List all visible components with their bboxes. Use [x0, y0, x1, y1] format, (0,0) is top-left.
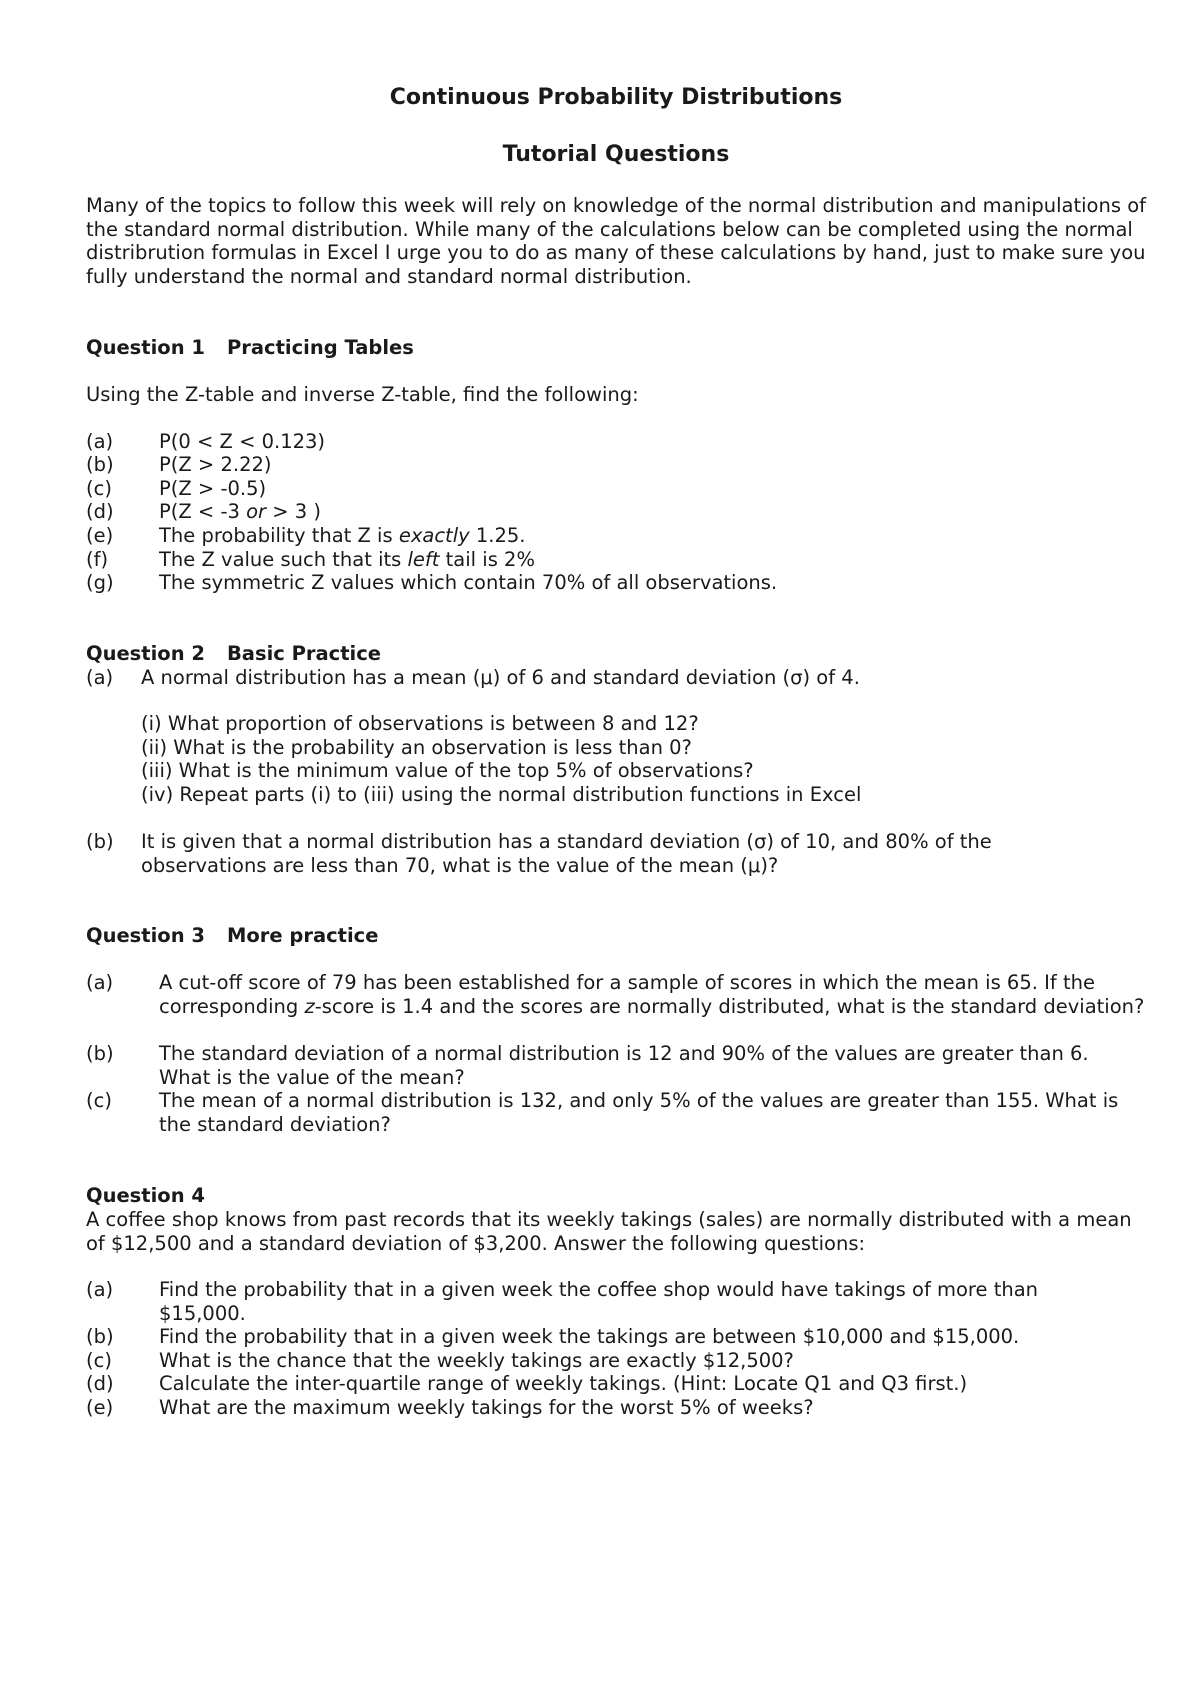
item-text: Find the probability that in a given week the coffee shop would have takings of more than $15,000.	[159, 1278, 1039, 1325]
q2-sub-iv: (iv) Repeat parts (i) to (iii) using the normal distribution functions in Excel	[141, 783, 862, 806]
question-4-heading	[86, 1184, 205, 1208]
item-label: (a)	[86, 971, 114, 994]
document-title: Continuous Probability Distributions	[389, 85, 843, 110]
item-text: What is the chance that the weekly takings are exactly $12,500?	[159, 1349, 794, 1372]
item-text: P(Z > 2.22)	[159, 453, 272, 476]
item-label: (b)	[86, 453, 114, 476]
item-text: It is given that a normal distribution has a standard deviation (σ) of 10, and 80% of the observations are less than 70, what is the value of the mean (μ)?	[141, 830, 992, 877]
item-text: The probability that Z is exactly 1.25.	[159, 524, 526, 547]
item-label: (b)	[86, 1325, 114, 1348]
item-text: A cut-off score of 79 has been established for a sample of scores in which the mean is 65. If the corresponding z-score is 1.4 and the scores are normally distributed, what is the standard deviation?	[159, 971, 1145, 1018]
item-text: P(Z < -3 or > 3 )	[159, 500, 322, 523]
item-label: (c)	[86, 1089, 112, 1112]
item-label: (a)	[86, 1278, 114, 1301]
question-1-number: Question 1	[86, 336, 205, 359]
item-label: (c)	[86, 1349, 112, 1372]
document-subtitle: Tutorial Questions	[502, 142, 730, 167]
item-text: P(Z > -0.5)	[159, 477, 267, 500]
item-text: A normal distribution has a mean (μ) of 6 and standard deviation (σ) of 4.	[141, 666, 860, 689]
item-label: (f)	[86, 548, 109, 571]
question-2-number: Question 2	[86, 642, 205, 665]
emphasis: left	[407, 548, 440, 571]
intro-paragraph: Many of the topics to follow this week will rely on knowledge of the normal distribution and manipulations of the standard normal distribution. While many of the calculations below can be completed using the normal distribrution formulas in Excel I urge you to do as many of these calculations by hand, just to make sure you fully understand the normal and standard normal distribution.	[86, 194, 1146, 288]
item-label: (d)	[86, 500, 114, 523]
item-label: (e)	[86, 524, 114, 547]
emphasis: or	[246, 500, 267, 523]
item-text: The standard deviation of a normal distribution is 12 and 90% of the values are greater than 6. What is the value of the mean?	[159, 1042, 1089, 1089]
question-1-title: Practicing Tables	[226, 336, 414, 359]
question-3-title: More practice	[226, 924, 379, 947]
q2-sub-iii: (iii) What is the minimum value of the top 5% of observations?	[141, 759, 754, 782]
item-label: (e)	[86, 1396, 114, 1419]
item-label: (b)	[86, 1042, 114, 1065]
emphasis: exactly	[398, 524, 470, 547]
item-label: (a)	[86, 666, 114, 689]
item-text: P(0 < Z < 0.123)	[159, 430, 326, 453]
item-label: (g)	[86, 571, 114, 594]
item-label: (b)	[86, 830, 114, 853]
question-1-heading	[86, 336, 414, 360]
question-2-heading	[86, 642, 381, 666]
emphasis: z	[304, 994, 315, 1018]
question-2-title: Basic Practice	[226, 642, 382, 665]
item-text: Find the probability that in a given week the takings are between $10,000 and $15,000.	[159, 1325, 1020, 1348]
item-text: Calculate the inter-quartile range of weekly takings. (Hint: Locate Q1 and Q3 first.)	[159, 1372, 968, 1395]
item-text: The mean of a normal distribution is 132, and only 5% of the values are greater than 155. What is the standard deviation?	[159, 1089, 1119, 1136]
question-4-intro: A coffee shop knows from past records that its weekly takings (sales) are normally distributed with a mean of $12,500 and a standard deviation of $3,200. Answer the following questions:	[86, 1208, 1132, 1255]
item-text: The Z value such that its left tail is 2%	[159, 548, 535, 571]
item-text: What are the maximum weekly takings for the worst 5% of weeks?	[159, 1396, 814, 1419]
question-3-number: Question 3	[86, 924, 205, 947]
question-3-heading	[86, 924, 378, 948]
item-label: (c)	[86, 477, 112, 500]
question-1-prompt: Using the Z-table and inverse Z-table, find the following:	[86, 383, 639, 406]
question-4-number: Question 4	[86, 1184, 205, 1207]
q2-sub-i: (i) What proportion of observations is between 8 and 12?	[141, 712, 699, 735]
item-label: (d)	[86, 1372, 114, 1395]
q2-sub-ii: (ii) What is the probability an observation is less than 0?	[141, 736, 692, 759]
item-text: The symmetric Z values which contain 70% of all observations.	[159, 571, 778, 594]
item-label: (a)	[86, 430, 114, 453]
